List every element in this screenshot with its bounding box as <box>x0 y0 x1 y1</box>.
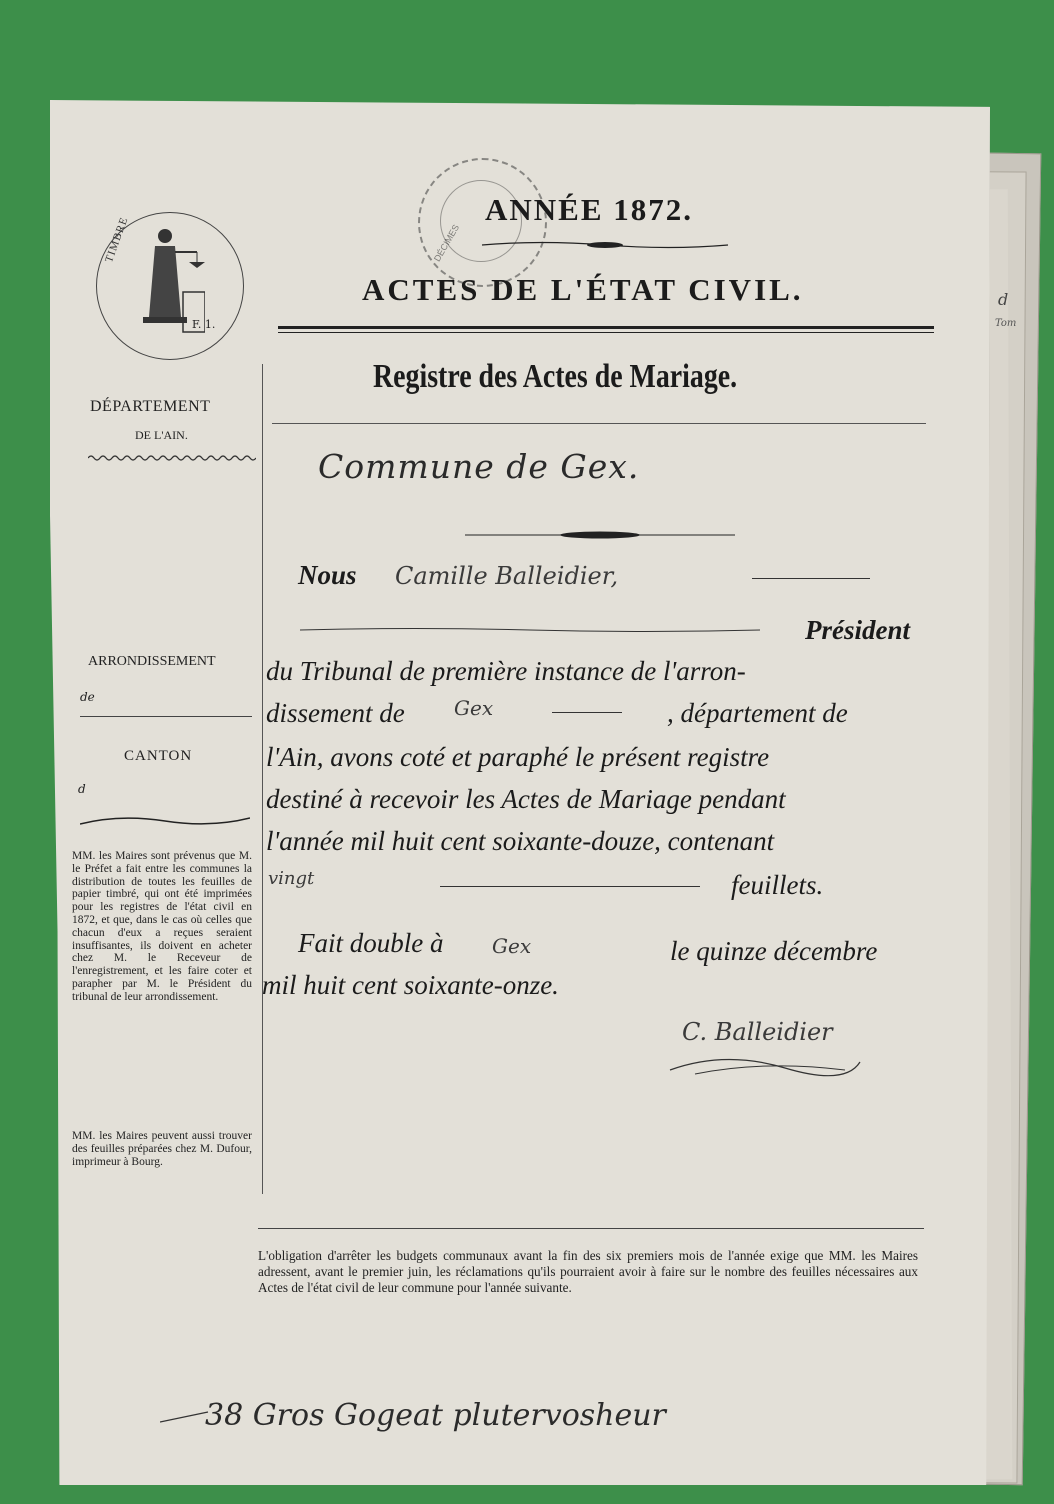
ornament-divider <box>480 238 730 252</box>
ornament-divider <box>465 530 735 540</box>
register-title: Registre des Actes de Mariage. <box>373 358 738 395</box>
wavy-divider <box>88 454 256 462</box>
place-handwritten: Gex <box>492 934 532 958</box>
president-name-handwritten: Camille Balleidier, <box>395 562 619 590</box>
side-handwriting: Tom <box>995 318 1017 329</box>
body-line-6: feuillets. <box>731 870 824 900</box>
body-line-7b: le quinze décembre <box>670 936 878 966</box>
body-line-2b: , département de <box>667 698 848 728</box>
count-handwritten: vingt <box>268 868 315 889</box>
mayors-notice-2: MM. les Maires peuvent aussi trouver des feuilles préparées chez M. Dufour, imprimeur à Bourg. <box>72 1130 252 1168</box>
body-line-3: l'Ain, avons coté et paraphé le présent registre <box>266 742 770 772</box>
budget-notice: L'obligation d'arrêter les budgets communaux avant la fin des six premiers mois de l'année exige que MM. les Maires adressent, avant le premier juin, les réclamations qu'ils pourraient avoir à faire sur le nombre des feuilles nécessaires aux Actes de l'état civil de leur commune pour l'année suivante. <box>258 1248 918 1295</box>
divider <box>258 1228 924 1229</box>
body-line-4: destiné à recevoir les Actes de Mariage pendant <box>266 784 786 814</box>
column-divider <box>262 364 263 1194</box>
side-handwriting: d <box>998 290 1009 309</box>
tilde-divider <box>80 812 250 830</box>
body-line-2a: dissement de <box>266 698 405 728</box>
fill-line <box>440 886 700 887</box>
divider <box>278 332 934 333</box>
fill-line <box>300 627 760 633</box>
bottom-handwritten-note: 38 Gros Gogeat plutervosheur <box>205 1398 666 1433</box>
handwriting-stroke <box>160 1410 210 1424</box>
body-line-8: mil huit cent soixante-onze. <box>262 970 559 1000</box>
mayors-notice-1: MM. les Maires sont prévenus que M. le Préfet a fait entre les communes la distribution de toutes les feuilles de papier timbré, qui ont été imprimées pour les registres de l'état civil en 1872, et que, dans le cas où celles que chacun d'eux a reçues seraient insuffisantes, ils doivent en acheter chez M. le Receveur de l'enregistrement, et les faire coter et parapher par M. le Président du tribunal de leur arrondissement. <box>72 850 252 1003</box>
arrondissement-de: de <box>80 690 95 704</box>
postmark-text: DÉCIMES <box>431 222 462 264</box>
body-line-5: l'année mil huit cent soixante-douze, contenant <box>266 826 775 856</box>
seal-text: TIMBRE <box>103 215 131 265</box>
arrondissement-handwritten: Gex <box>454 696 494 720</box>
canton-d: d <box>78 782 86 796</box>
arrondissement-label: ARRONDISSEMENT <box>88 654 216 669</box>
divider <box>80 716 252 717</box>
departement-label: DÉPARTEMENT <box>90 398 211 415</box>
signature: C. Balleidier <box>682 1018 833 1046</box>
fill-line <box>552 712 622 713</box>
seal-code: F. 1. <box>192 318 216 331</box>
fill-line <box>752 578 870 579</box>
nous-label: Nous <box>298 560 357 590</box>
page-title: ACTES DE L'ÉTAT CIVIL. <box>362 272 804 307</box>
departement-value: DE L'AIN. <box>135 428 188 442</box>
divider <box>278 326 934 329</box>
commune-handwritten: Commune de Gex. <box>318 447 640 486</box>
body-line-7a: Fait double à <box>298 928 444 958</box>
body-line-1: du Tribunal de première instance de l'arron- <box>266 656 746 686</box>
canton-label: CANTON <box>124 748 193 764</box>
president-label: Président <box>805 615 910 645</box>
signature-flourish <box>665 1040 865 1080</box>
year-heading: ANNÉE 1872. <box>485 192 694 227</box>
divider <box>272 423 926 424</box>
